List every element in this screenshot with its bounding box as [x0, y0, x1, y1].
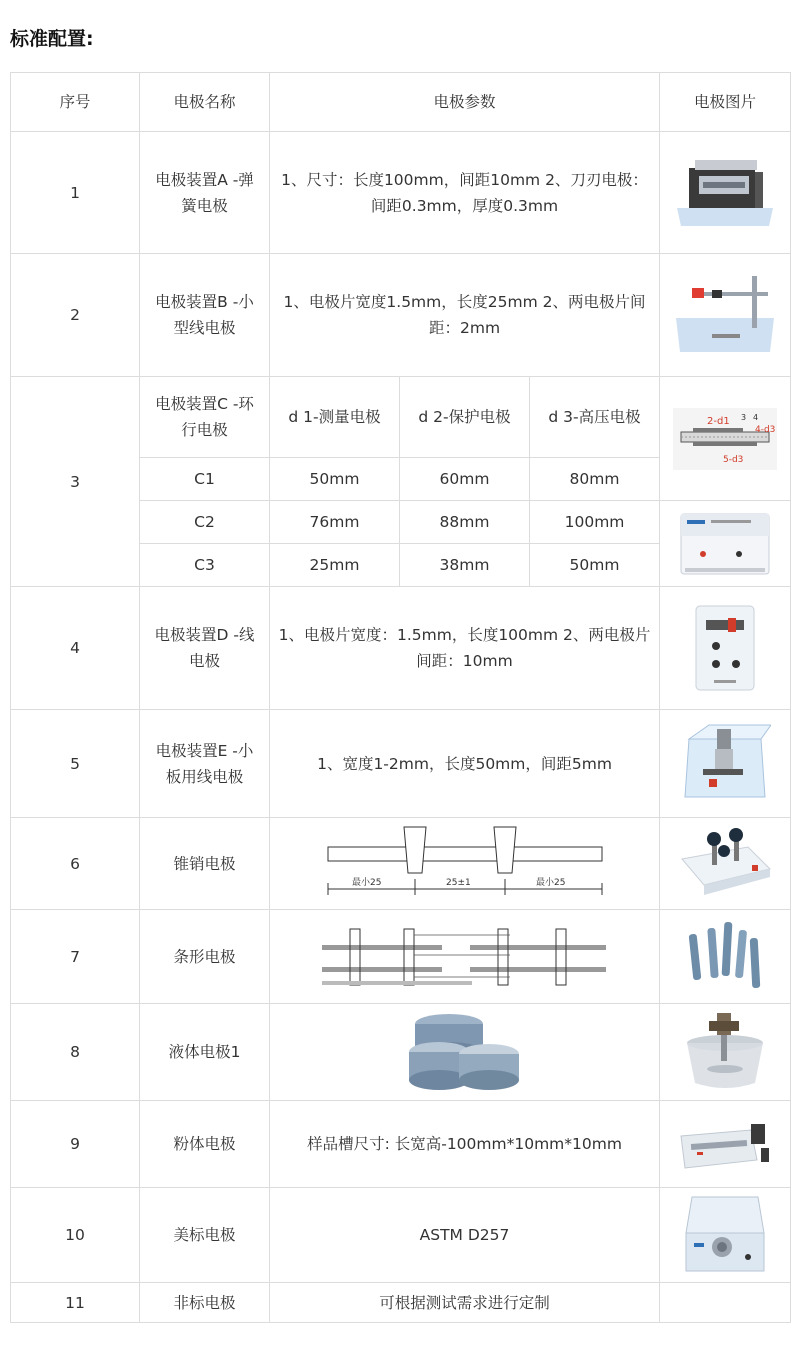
- electrode-photo: [660, 910, 791, 1004]
- electrode-photo: [660, 1004, 791, 1101]
- header-cell: 电极图片: [660, 73, 791, 132]
- header-cell: 序号: [11, 73, 140, 132]
- table-row: [11, 132, 791, 254]
- page-title: 标准配置:: [10, 28, 94, 50]
- electrode-photo: [660, 818, 791, 910]
- dimension-label: 最小25: [535, 877, 565, 888]
- dimension-label: 25±1: [445, 877, 471, 888]
- electrode-photo: [660, 1101, 791, 1188]
- electrode-photo: [660, 1188, 791, 1283]
- electrode-params: 1、电极片宽度：1.5mm，长度100mm 2、两电极片间距：10mm: [270, 587, 660, 710]
- small-plate-wire-electrode-photo: [679, 719, 771, 809]
- d1-value: 25mm: [270, 544, 400, 587]
- wire-electrode-photo: [690, 602, 760, 694]
- row-number: 8: [11, 1004, 140, 1101]
- sub-header-cell: d 2-保护电极: [400, 377, 530, 458]
- liquid-electrode-photo: [681, 1009, 769, 1095]
- electrode-photo: [660, 254, 791, 377]
- row-number: 1: [11, 132, 140, 254]
- d1-value: 76mm: [270, 501, 400, 544]
- sub-header-cell: d 3-高压电极: [530, 377, 660, 458]
- electrode-name: 条形电极: [140, 910, 270, 1004]
- electrode-params: ASTM D257: [270, 1188, 660, 1283]
- electrode-name: 电极装置E -小板用线电极: [140, 710, 270, 818]
- ring-electrode-box-photo: [677, 508, 773, 580]
- tapered-pin-diagram-cell: [270, 818, 660, 910]
- header-cell: 电极名称: [140, 73, 270, 132]
- row-number: 7: [11, 910, 140, 1004]
- spec-table: [10, 72, 791, 1323]
- electrode-params: 可根据测试需求进行定制: [270, 1283, 660, 1323]
- electrode-photo: [660, 1283, 791, 1323]
- electrode-params: 1、尺寸：长度100mm，间距10mm 2、刀刃电极：间距0.3mm，厚度0.3mm: [270, 132, 660, 254]
- electrode-name: 电极装置B -小型线电极: [140, 254, 270, 377]
- spring-electrode-photo: [673, 154, 777, 232]
- tapered-pin-diagram: [322, 823, 608, 905]
- sub-row-label: C1: [140, 458, 270, 501]
- table-header-row: [11, 73, 791, 132]
- table-row: [11, 587, 791, 710]
- electrode-name: 电极装置D -线电极: [140, 587, 270, 710]
- d2-value: 88mm: [400, 501, 530, 544]
- table-row: [11, 1283, 791, 1323]
- table-row: [11, 818, 791, 910]
- bar-electrodes-photo: [685, 920, 765, 994]
- d3-value: 50mm: [530, 544, 660, 587]
- sub-header-cell: d 1-测量电极: [270, 377, 400, 458]
- sub-row-label: C2: [140, 501, 270, 544]
- dimension-label: 最小25: [351, 877, 381, 888]
- header-cell: 电极参数: [270, 73, 660, 132]
- table-row: [11, 710, 791, 818]
- electrode-photo: [660, 501, 791, 587]
- row-number: 11: [11, 1283, 140, 1323]
- table-row: [11, 910, 791, 1004]
- liquid-electrode-cups-cell: [270, 1004, 660, 1101]
- row-number: 4: [11, 587, 140, 710]
- table-row: [11, 1004, 791, 1101]
- diagram-label: 4: [753, 412, 759, 422]
- row-number: 10: [11, 1188, 140, 1283]
- row-number: 3: [11, 377, 140, 587]
- d1-value: 50mm: [270, 458, 400, 501]
- row-number: 9: [11, 1101, 140, 1188]
- tapered-pin-electrode-photo: [678, 825, 772, 903]
- row-number: 5: [11, 710, 140, 818]
- electrode-params: 样品槽尺寸: 长宽高-100mm*10mm*10mm: [270, 1101, 660, 1188]
- electrode-name: 锥销电极: [140, 818, 270, 910]
- electrode-name: 美标电极: [140, 1188, 270, 1283]
- d2-value: 60mm: [400, 458, 530, 501]
- liquid-electrode-cups-photo: [405, 1010, 525, 1094]
- electrode-photo: [660, 710, 791, 818]
- d3-value: 80mm: [530, 458, 660, 501]
- ring-electrode-diagram-cell: [660, 377, 791, 501]
- sub-row-label: C3: [140, 544, 270, 587]
- electrode-name: 粉体电极: [140, 1101, 270, 1188]
- powder-electrode-photo: [677, 1116, 773, 1172]
- bar-electrode-diagram: [320, 915, 610, 999]
- ring-electrode-diagram: [671, 406, 779, 472]
- electrode-photo: [660, 587, 791, 710]
- astm-electrode-photo: [682, 1193, 768, 1277]
- electrode-name: 液体电极1: [140, 1004, 270, 1101]
- bar-electrode-diagram-cell: [270, 910, 660, 1004]
- diagram-label: 2-d1: [707, 415, 730, 427]
- d2-value: 38mm: [400, 544, 530, 587]
- electrode-name: 电极装置A -弹簧电极: [140, 132, 270, 254]
- table-row: [11, 377, 791, 458]
- electrode-params: 1、宽度1-2mm，长度50mm，间距5mm: [270, 710, 660, 818]
- table-row: [11, 1101, 791, 1188]
- electrode-name: 非标电极: [140, 1283, 270, 1323]
- diagram-label: 4-d3: [755, 424, 776, 435]
- electrode-params: 1、电极片宽度1.5mm，长度25mm 2、两电极片间距：2mm: [270, 254, 660, 377]
- diagram-label: 3: [741, 412, 747, 422]
- table-row: [11, 254, 791, 377]
- row-number: 2: [11, 254, 140, 377]
- small-wire-electrode-photo: [672, 272, 778, 358]
- row-number: 6: [11, 818, 140, 910]
- table-row: [11, 1188, 791, 1283]
- diagram-label: 5-d3: [723, 454, 744, 465]
- electrode-photo: [660, 132, 791, 254]
- d3-value: 100mm: [530, 501, 660, 544]
- electrode-name: 电极装置C -环行电极: [140, 377, 270, 458]
